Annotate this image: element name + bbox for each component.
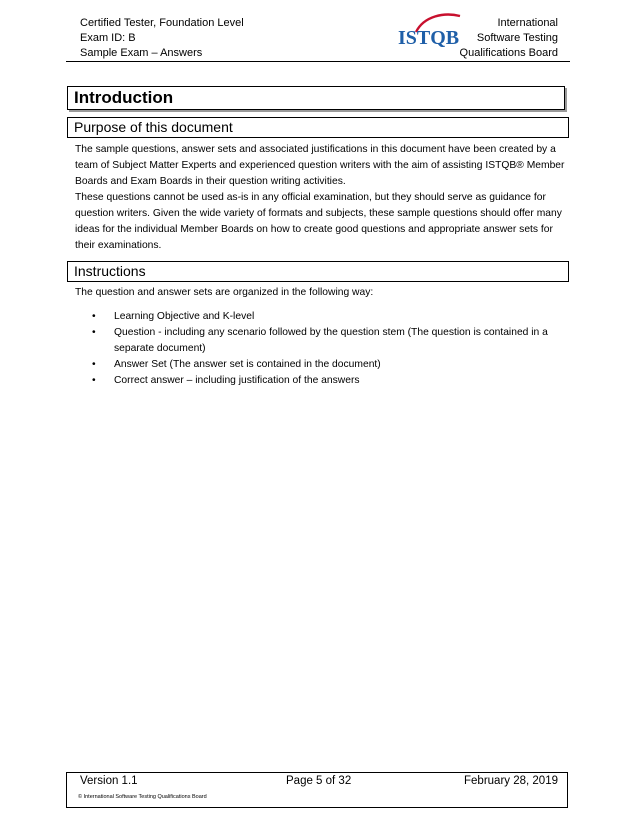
logo-text: ISTQB bbox=[398, 27, 460, 49]
bullet-icon: • bbox=[92, 327, 96, 338]
bullet-icon: • bbox=[92, 375, 96, 386]
section-heading-introduction: Introduction bbox=[67, 86, 565, 110]
header-org-line-3: Qualifications Board bbox=[459, 47, 558, 59]
list-item bbox=[92, 373, 570, 389]
header-org-line-2: Software Testing bbox=[476, 32, 558, 44]
list-item bbox=[92, 309, 570, 325]
header-org-line-1: International bbox=[497, 17, 558, 29]
instructions-list bbox=[92, 309, 570, 389]
header-divider bbox=[66, 61, 570, 62]
list-item bbox=[92, 357, 570, 373]
header-doc-type: Sample Exam – Answers bbox=[80, 47, 203, 59]
bullet-icon: • bbox=[92, 311, 96, 322]
istqb-logo-graphic bbox=[394, 10, 468, 54]
purpose-paragraph-1: The sample questions, answer sets and associated justifications in this document have been created by a team of Subject Matter Experts and experienced question writers with the aim of assisting ISTQB® Member Boards and Exam Boards in their question writing activities. bbox=[75, 144, 565, 187]
list-item bbox=[92, 325, 570, 357]
footer-date: February 28, 2019 bbox=[464, 775, 558, 787]
header-exam-id: Exam ID: B bbox=[80, 32, 136, 44]
footer-page-number: Page 5 of 32 bbox=[286, 775, 352, 787]
list-item-text: Question - including any scenario followed by the question stem (The question is contained in a separate document) bbox=[114, 327, 548, 354]
instructions-intro: The question and answer sets are organized in the following way: bbox=[75, 287, 374, 298]
istqb-logo bbox=[394, 10, 468, 54]
header-left bbox=[80, 16, 244, 61]
subsection-heading-purpose: Purpose of this document bbox=[67, 117, 569, 138]
purpose-paragraph-2: These questions cannot be used as-is in any official examination, but they should serve as guidance for question writers. Given the wide variety of formats and subjects, these sample questions should offer many ideas for the individual Member Boards on how to create good questions and appropriate answer sets for their examinations. bbox=[75, 192, 562, 251]
list-item-text: Learning Objective and K-level bbox=[114, 311, 255, 322]
subsection-heading-instructions: Instructions bbox=[67, 261, 569, 282]
header-syllabus: Certified Tester, Foundation Level bbox=[80, 17, 244, 29]
header-right bbox=[460, 16, 558, 61]
footer-copyright: © International Software Testing Qualifications Board bbox=[78, 794, 207, 800]
list-item-text: Answer Set (The answer set is contained in the document) bbox=[114, 359, 381, 370]
bullet-icon: • bbox=[92, 359, 96, 370]
list-item-text: Correct answer – including justification of the answers bbox=[114, 375, 360, 386]
footer-version: Version 1.1 bbox=[80, 775, 138, 787]
